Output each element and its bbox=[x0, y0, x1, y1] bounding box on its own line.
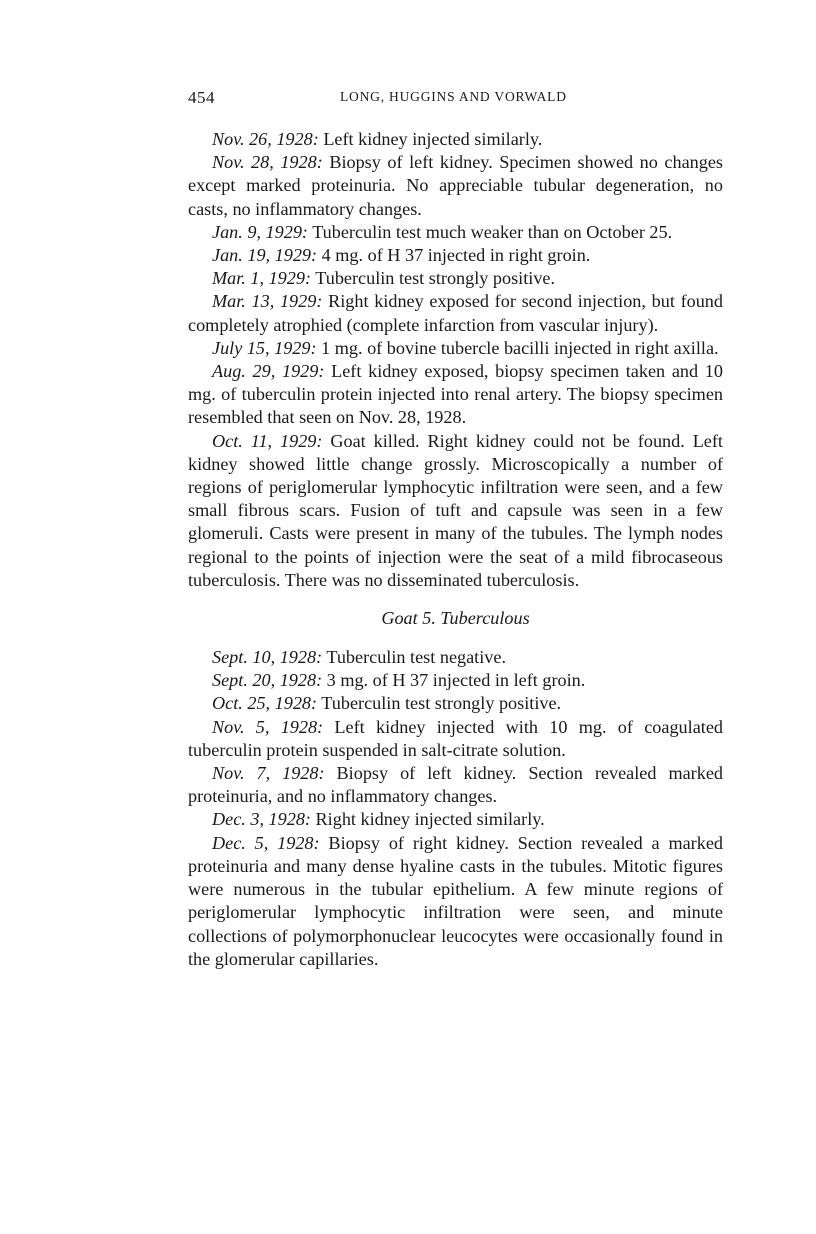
entry-date: Oct. 11, 1929: bbox=[212, 430, 323, 451]
entry-text: Right kidney injected similarly. bbox=[311, 809, 545, 830]
entry-date: Jan. 19, 1929: bbox=[212, 245, 318, 266]
entry-date: Nov. 28, 1928: bbox=[212, 152, 323, 173]
page-number: 454 bbox=[188, 88, 215, 107]
entry-date: Mar. 13, 1929: bbox=[212, 291, 323, 312]
entry bbox=[188, 832, 723, 971]
entry-text: Biopsy of left kidney. Specimen showed no changes except marked proteinuria. No appreciable tubular degeneration, no casts, no inflammatory changes. bbox=[188, 152, 723, 219]
entry-text: Left kidney injected with 10 mg. of coagulated tuberculin protein suspended in salt-citrate solution. bbox=[188, 716, 723, 760]
entry-text: 3 mg. of H 37 injected in left groin. bbox=[322, 670, 586, 691]
entry bbox=[188, 430, 723, 592]
entry-date: Sept. 10, 1928: bbox=[212, 647, 323, 668]
entry-date: Aug. 29, 1929: bbox=[212, 361, 325, 382]
entry bbox=[188, 151, 723, 221]
entry bbox=[188, 267, 723, 290]
entry-text: 1 mg. of bovine tubercle bacilli injected in right axilla. bbox=[316, 337, 719, 358]
entry-text: Biopsy of left kidney. Section revealed marked proteinuria, and no inflammatory changes. bbox=[188, 763, 723, 807]
entry bbox=[188, 337, 723, 360]
goat-5-protocol bbox=[188, 646, 723, 971]
goat-4-protocol bbox=[188, 128, 723, 592]
entry-date: Nov. 7, 1928: bbox=[212, 763, 325, 784]
entry bbox=[188, 244, 723, 267]
entry bbox=[188, 669, 723, 692]
entry-text: Tuberculin test much weaker than on October 25. bbox=[307, 221, 673, 242]
entry-text: Biopsy of right kidney. Section revealed a marked proteinuria and many dense hyaline casts in the tubules. Mitotic figures were numerous in the tubular epithelium. A few minute regions of periglomerular lymphocytic infiltration were seen, and minute collections of polymorphonuclear leucocytes were occasionally found in the glomerular capillaries. bbox=[188, 832, 723, 969]
entry bbox=[188, 360, 723, 430]
entry-date: July 15, 1929: bbox=[212, 337, 317, 358]
running-title: LONG, HUGGINS AND VORWALD bbox=[340, 89, 567, 104]
entry bbox=[188, 221, 723, 244]
entry-text: Left kidney injected similarly. bbox=[318, 129, 543, 149]
entry-date: Dec. 5, 1928: bbox=[212, 832, 320, 853]
entry bbox=[188, 290, 723, 336]
entry-text: Goat killed. Right kidney could not be found. Left kidney showed little change grossly. Microscopically a number of regions of periglomerular lymphocytic infiltration were seen, and a few small fibrous scars. Fusion of tuft and capsule was seen in a few glomeruli. Casts were present in many of the tubules. The lymph nodes regional to the points of injection were the seat of a mild fibrocaseous tuberculosis. There was no disseminated tuberculosis. bbox=[188, 430, 723, 590]
entry-date: Dec. 3, 1928: bbox=[212, 809, 311, 830]
entry-text: Tuberculin test negative. bbox=[322, 647, 506, 668]
entry-date: Sept. 20, 1928: bbox=[212, 670, 323, 691]
entry bbox=[188, 762, 723, 808]
document-page bbox=[188, 88, 723, 971]
entry-text: 4 mg. of H 37 injected in right groin. bbox=[317, 245, 591, 266]
section-heading: Goat 5. Tuberculous bbox=[381, 608, 530, 629]
entry-text: Tuberculin test strongly positive. bbox=[311, 268, 556, 289]
entry bbox=[188, 128, 723, 151]
entry-date: Nov. 5, 1928: bbox=[212, 716, 324, 737]
entry-date: Nov. 26, 1928: bbox=[212, 129, 319, 149]
entry bbox=[188, 716, 723, 762]
entry-text: Tuberculin test strongly positive. bbox=[317, 693, 562, 714]
entry bbox=[188, 692, 723, 715]
entry-date: Jan. 9, 1929: bbox=[212, 221, 308, 242]
entry-text: Right kidney exposed for second injection, but found completely atrophied (complete infarction from vascular injury). bbox=[188, 291, 723, 335]
entry-date: Oct. 25, 1928: bbox=[212, 693, 318, 714]
entry-date: Mar. 1, 1929: bbox=[212, 268, 312, 289]
running-header bbox=[188, 88, 723, 114]
entry bbox=[188, 646, 723, 669]
entry bbox=[188, 808, 723, 831]
entry-text: Left kidney exposed, biopsy specimen taken and 10 mg. of tuberculin protein injected into renal artery. The biopsy specimen resembled that seen on Nov. 28, 1928. bbox=[188, 361, 723, 428]
